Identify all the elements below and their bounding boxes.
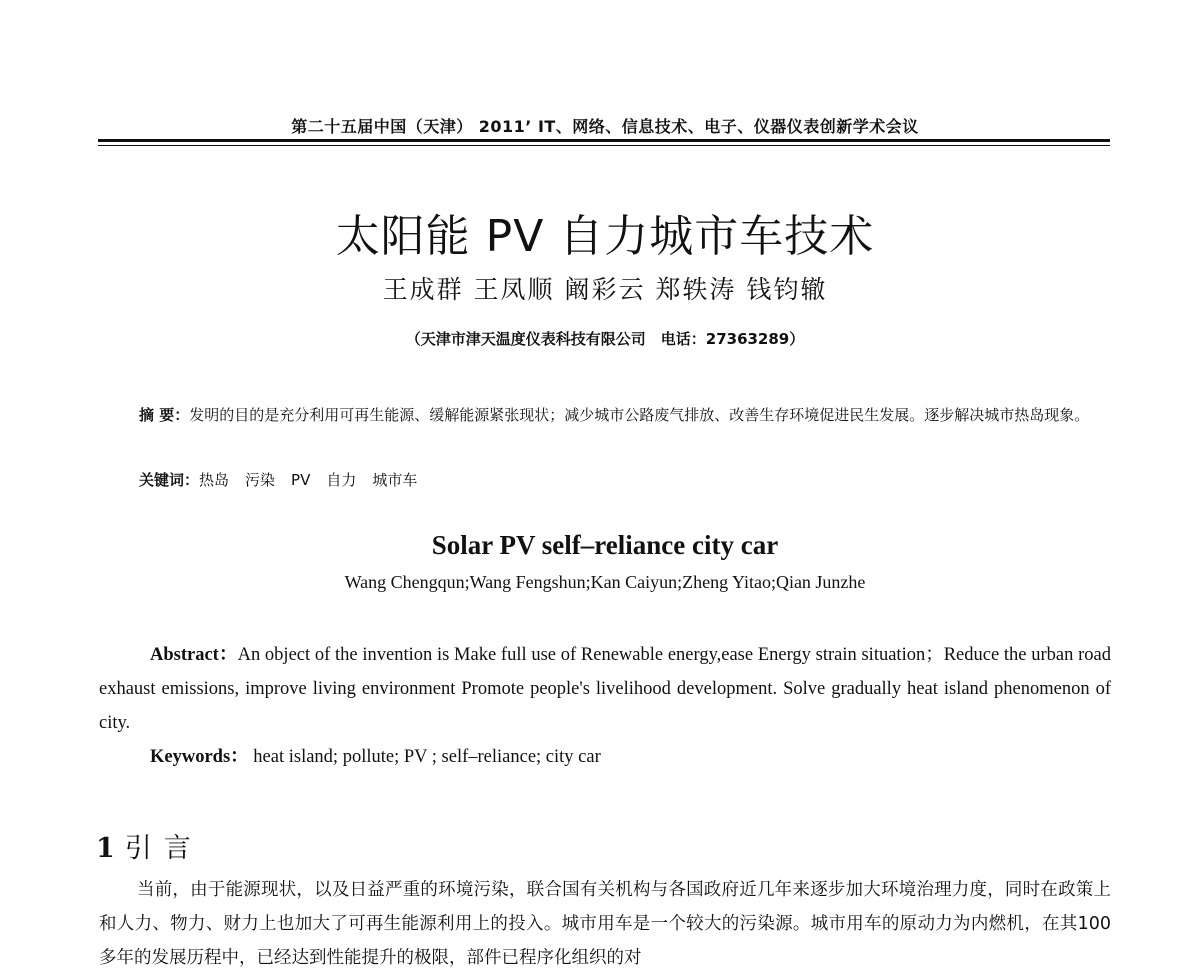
- section-heading: [96, 826, 203, 865]
- affiliation-cn: （天津市津天温度仪表科技有限公司 电话：27363289）: [405, 330, 805, 348]
- keywords-cn-label: 关键词：: [139, 471, 200, 489]
- abstract-cn-label: 摘 要：: [139, 406, 190, 424]
- header-rule-thick: [98, 139, 1110, 142]
- keyword-cn: 自力: [326, 471, 357, 489]
- abstract-en-text: An object of the invention is Make full use of Renewable energy,ease Energy strain situation；Reduce the urban road exhaust emissions, improve living environment Promote people's livelihood development. Solve gradually heat island phenomenon of city.: [99, 645, 1111, 733]
- paper-title-cn: 太阳能 PV 自力城市车技术: [335, 211, 875, 262]
- abstract-en: [99, 638, 1111, 740]
- keywords-en-label: Keywords：: [150, 747, 249, 767]
- header-rule-thin: [98, 145, 1110, 146]
- section-number: 1: [96, 833, 115, 864]
- body-paragraph: 当前，由于能源现状，以及日益严重的环境污染，联合国有关机构与各国政府近几年来逐步加大环境治理力度，同时在政策上和人力、物力、财力上也加大了可再生能源利用上的投入。城市用车是一个较大的污染源。城市用车的原动力为内燃机，在其100多年的发展历程中，已经达到性能提升的极限，部件已程序化组织的对: [99, 880, 1111, 968]
- abstract-cn: [99, 400, 1111, 431]
- conference-header: 第二十五届中国（天津） 2011’ IT、网络、信息技术、电子、仪器仪表创新学术会议: [291, 117, 919, 136]
- keywords-en-text: heat island; pollute; PV ; self–reliance; city car: [253, 747, 601, 767]
- abstract-en-label: Abstract：: [150, 645, 238, 665]
- keywords-cn: [139, 466, 1109, 494]
- keyword-cn: 热岛: [199, 471, 230, 489]
- paper-title-en: Solar PV self–reliance city car: [431, 530, 779, 560]
- keyword-cn: PV: [291, 471, 311, 489]
- keywords-en: [150, 740, 1110, 774]
- authors-en: Wang Chengqun;Wang Fengshun;Kan Caiyun;Zheng Yitao;Qian Junzhe: [344, 572, 866, 592]
- abstract-cn-text: 发明的目的是充分利用可再生能源、缓解能源紧张现状；减少城市公路废气排放、改善生存环境促进民生发展。逐步解决城市热岛现象。: [189, 406, 1090, 424]
- section-title: 引言: [124, 833, 203, 864]
- keyword-cn: 污染: [245, 471, 276, 489]
- keyword-cn: 城市车: [372, 471, 418, 489]
- authors-cn: 王成群 王凤顺 阚彩云 郑轶涛 钱钧辙: [382, 275, 828, 304]
